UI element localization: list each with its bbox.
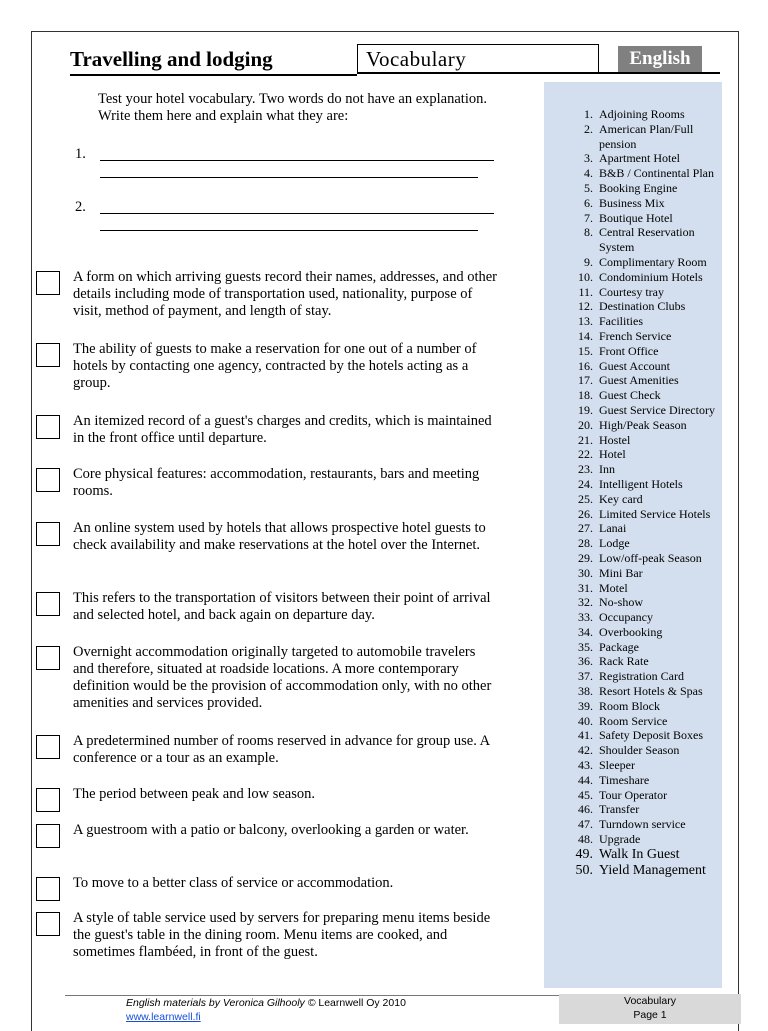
vocabulary-item [544, 122, 722, 152]
definition-text: A form on which arriving guests record their names, addresses, and other details including mode of transportation used, nationality, purpose of visit, method of payment, and length of stay. [73, 269, 498, 319]
vocabulary-term: Hotel [599, 447, 626, 462]
vocabulary-number: 14. [578, 328, 593, 343]
vocabulary-term: French Service [599, 328, 672, 343]
definition-text: This refers to the transportation of visitors between their point of arrival and selected hotel, and back again on departure day. [73, 590, 491, 623]
language-badge: English [618, 46, 702, 72]
vocabulary-number: 40. [578, 713, 593, 728]
vocabulary-term: Guest Amenities [599, 373, 679, 388]
vocabulary-term: Walk In Guest [599, 846, 680, 862]
vocabulary-term: Room Block [599, 698, 661, 713]
worksheet-header [70, 44, 720, 74]
vocabulary-item [544, 477, 722, 492]
vocabulary-item [544, 773, 722, 788]
vocabulary-number: 15. [578, 343, 593, 358]
section-label: Vocabulary [357, 44, 599, 74]
vocabulary-term: Guest Check [599, 388, 661, 403]
definition-text: An online system used by hotels that allows prospective hotel guests to check availability and make reservations at the hotel over the Internet. [73, 520, 486, 553]
vocabulary-term: Upgrade [599, 832, 641, 847]
vocabulary-item [544, 196, 722, 211]
vocabulary-term: Lodge [599, 536, 630, 551]
vocabulary-number: 13. [578, 314, 593, 329]
vocabulary-number: 24. [578, 476, 593, 491]
answer-box[interactable] [36, 522, 60, 546]
vocabulary-item [544, 847, 722, 864]
answer-line[interactable] [100, 160, 494, 161]
vocabulary-term: Inn [599, 462, 615, 477]
blank-number: 1. [75, 146, 86, 162]
vocabulary-term: Motel [599, 580, 628, 595]
vocabulary-term: Mini Bar [599, 565, 643, 580]
vocabulary-number: 36. [578, 654, 593, 669]
answer-box[interactable] [36, 912, 60, 936]
vocabulary-item [544, 625, 722, 640]
vocabulary-number: 42. [578, 743, 593, 758]
credit-text: English materials by Veronica Gilhooly © [126, 997, 316, 1009]
vocabulary-number: 10. [578, 269, 593, 284]
vocabulary-term: Registration Card [599, 669, 684, 684]
vocabulary-number: 11. [578, 284, 593, 299]
definition-text: An itemized record of a guest's charges and credits, which is maintained in the front office until departure. [73, 413, 492, 446]
vocabulary-term: Guest Service Directory [599, 402, 715, 417]
vocabulary-number: 28. [578, 536, 593, 551]
answer-line[interactable] [100, 213, 494, 214]
vocabulary-number: 48. [578, 832, 593, 847]
vocabulary-term: Package [599, 639, 639, 654]
vocabulary-number: 19. [578, 402, 593, 417]
vocabulary-number: 33. [578, 610, 593, 625]
answer-box[interactable] [36, 646, 60, 670]
answer-box[interactable] [36, 271, 60, 295]
vocabulary-list [544, 107, 722, 880]
vocabulary-number: 21. [578, 432, 593, 447]
vocabulary-item [544, 270, 722, 285]
vocabulary-term: Front Office [599, 343, 659, 358]
vocabulary-item [544, 863, 722, 880]
vocabulary-item [544, 507, 722, 522]
vocabulary-item [544, 314, 722, 329]
vocabulary-item [544, 166, 722, 181]
definition-text: The ability of guests to make a reservation for one out of a number of hotels by contacting one agency, contracted by the hotels acting as a group. [73, 341, 477, 391]
answer-box[interactable] [36, 415, 60, 439]
vocabulary-number: 41. [578, 728, 593, 743]
vocabulary-number: 4. [584, 166, 593, 181]
vocabulary-number: 6. [584, 195, 593, 210]
answer-box[interactable] [36, 468, 60, 492]
vocabulary-term: Overbooking [599, 624, 663, 639]
definition-text: Overnight accommodation originally targeted to automobile travelers and therefore, situated at roadside locations. A more contemporary definition would be the provision of accommodation only, with no other amenities and services provided. [73, 644, 492, 711]
language-cell [599, 44, 720, 74]
vocabulary-number: 5. [584, 180, 593, 195]
vocabulary-term: Occupancy [599, 610, 653, 625]
vocabulary-term: Key card [599, 491, 643, 506]
vocabulary-number: 43. [578, 758, 593, 773]
answer-box[interactable] [36, 824, 60, 848]
vocabulary-number: 16. [578, 358, 593, 373]
vocabulary-number: 38. [578, 684, 593, 699]
vocabulary-term: B&B / Continental Plan [599, 166, 715, 181]
vocabulary-item [544, 388, 722, 403]
vocabulary-number: 3. [584, 151, 593, 166]
vocabulary-number: 39. [578, 698, 593, 713]
worksheet-title: Travelling and lodging [70, 44, 357, 76]
vocabulary-item [544, 211, 722, 226]
vocabulary-number: 25. [578, 491, 593, 506]
vocabulary-number: 31. [578, 580, 593, 595]
vocabulary-item [544, 329, 722, 344]
vocabulary-term: Tour Operator [599, 787, 668, 802]
vocabulary-number: 37. [578, 669, 593, 684]
page-number: Page 1 [633, 1009, 667, 1021]
definition-text: A guestroom with a patio or balcony, overlooking a garden or water. [73, 822, 469, 838]
vocabulary-item [544, 728, 722, 743]
vocabulary-number: 20. [578, 417, 593, 432]
vocabulary-item [544, 669, 722, 684]
answer-box[interactable] [36, 343, 60, 367]
vocabulary-number: 23. [578, 462, 593, 477]
vocabulary-term: Limited Service Hotels [599, 506, 711, 521]
vocabulary-term: Safety Deposit Boxes [599, 728, 703, 743]
vocabulary-item [544, 521, 722, 536]
vocabulary-term: Hostel [599, 432, 631, 447]
vocabulary-number: 34. [578, 624, 593, 639]
vocabulary-item [544, 714, 722, 729]
vocabulary-item [544, 610, 722, 625]
footer-page-box [559, 994, 741, 1024]
vocabulary-number: 26. [578, 506, 593, 521]
vocabulary-item [544, 255, 722, 270]
vocabulary-item [544, 433, 722, 448]
vocabulary-item [544, 462, 722, 477]
vocabulary-term: Room Service [599, 713, 668, 728]
vocabulary-item [544, 817, 722, 832]
vocabulary-term: Lanai [599, 521, 627, 536]
footer-section: Vocabulary [624, 995, 676, 1007]
vocabulary-term: Condominium Hotels [599, 269, 703, 284]
vocabulary-term: Adjoining Rooms [599, 107, 685, 121]
vocabulary-term: Transfer [599, 802, 640, 817]
vocabulary-number: 49. [575, 846, 593, 862]
vocabulary-number: 7. [584, 210, 593, 225]
vocabulary-number: 47. [578, 817, 593, 832]
definition-text: The period between peak and low season. [73, 786, 315, 802]
vocabulary-term: Guest Account [599, 358, 670, 373]
vocabulary-item [544, 344, 722, 359]
vocabulary-number: 2. [584, 121, 593, 136]
footer-credit [126, 996, 406, 1024]
vocabulary-term: Low/off-peak Season [599, 550, 702, 565]
vocabulary-item [544, 802, 722, 817]
blank-number: 2. [75, 199, 86, 215]
vocabulary-item [544, 373, 722, 388]
vocabulary-term: Rack Rate [599, 654, 649, 669]
vocabulary-item [544, 566, 722, 581]
vocabulary-term: Shoulder Season [599, 743, 680, 758]
answer-line[interactable] [100, 177, 478, 178]
vocabulary-number: 44. [578, 772, 593, 787]
vocabulary-number: 17. [578, 373, 593, 388]
vocabulary-term: Facilities [599, 314, 643, 329]
vocabulary-number: 45. [578, 787, 593, 802]
vocabulary-number: 30. [578, 565, 593, 580]
answer-line[interactable] [100, 230, 478, 231]
vocabulary-item [544, 403, 722, 418]
answer-box[interactable] [36, 877, 60, 901]
vocabulary-item [544, 492, 722, 507]
vocabulary-number: 27. [578, 521, 593, 536]
vocabulary-item [544, 684, 722, 699]
answer-box[interactable] [36, 735, 60, 759]
vocabulary-item [544, 151, 722, 166]
vocabulary-item [544, 699, 722, 714]
vocabulary-number: 29. [578, 550, 593, 565]
website-link[interactable]: www.learnwell.fi [126, 1011, 201, 1023]
vocabulary-term: Central Reservation System [599, 225, 695, 255]
definition-text: A style of table service used by servers for preparing menu items beside the guest's table in the dining room. Menu items are cooked, and sometimes flambéed, in front of the guest. [73, 910, 491, 960]
vocabulary-number: 8. [584, 225, 593, 240]
vocabulary-term: Courtesy tray [599, 284, 664, 299]
vocabulary-term: American Plan/Full pension [599, 121, 694, 151]
vocabulary-item [544, 743, 722, 758]
vocabulary-number: 50. [575, 863, 593, 879]
vocabulary-item [544, 418, 722, 433]
vocabulary-item [544, 581, 722, 596]
vocabulary-item [544, 285, 722, 300]
definition-text: Core physical features: accommodation, restaurants, bars and meeting rooms. [73, 466, 480, 499]
vocabulary-item [544, 299, 722, 314]
vocabulary-term: High/Peak Season [599, 417, 687, 432]
vocabulary-term: Boutique Hotel [599, 210, 673, 225]
vocabulary-term: Timeshare [599, 772, 650, 787]
definition-text: To move to a better class of service or accommodation. [73, 875, 394, 891]
vocabulary-sidebar [544, 82, 722, 988]
vocabulary-term: Booking Engine [599, 180, 678, 195]
definition-text: A predetermined number of rooms reserved in advance for group use. A conference or a tour as an example. [73, 733, 490, 766]
vocabulary-term: Resort Hotels & Spas [599, 684, 703, 699]
company-text: Learnwell Oy 2010 [318, 997, 406, 1009]
vocabulary-number: 35. [578, 639, 593, 654]
vocabulary-number: 1. [584, 107, 593, 121]
vocabulary-term: No-show [599, 595, 643, 610]
vocabulary-number: 22. [578, 447, 593, 462]
vocabulary-term: Destination Clubs [599, 299, 686, 314]
vocabulary-term: Intelligent Hotels [599, 476, 683, 491]
vocabulary-term: Yield Management [599, 863, 706, 879]
vocabulary-item [544, 551, 722, 566]
answer-box[interactable] [36, 788, 60, 812]
answer-box[interactable] [36, 592, 60, 616]
vocabulary-number: 46. [578, 802, 593, 817]
vocabulary-item [544, 654, 722, 669]
vocabulary-item [544, 225, 722, 255]
vocabulary-item [544, 447, 722, 462]
vocabulary-number: 9. [584, 254, 593, 269]
vocabulary-item [544, 788, 722, 803]
vocabulary-term: Complimentary Room [599, 254, 707, 269]
vocabulary-item [544, 595, 722, 610]
vocabulary-item [544, 832, 722, 847]
vocabulary-term: Apartment Hotel [599, 151, 680, 166]
instructions: Test your hotel vocabulary. Two words do not have an explanation. Write them here and explain what they are: [98, 91, 487, 124]
vocabulary-item [544, 536, 722, 551]
vocabulary-number: 18. [578, 388, 593, 403]
vocabulary-item [544, 359, 722, 374]
vocabulary-term: Turndown service [599, 817, 686, 832]
vocabulary-number: 12. [578, 299, 593, 314]
vocabulary-item [544, 640, 722, 655]
vocabulary-item [544, 107, 722, 122]
vocabulary-term: Sleeper [599, 758, 635, 773]
vocabulary-term: Business Mix [599, 195, 665, 210]
vocabulary-item [544, 181, 722, 196]
vocabulary-item [544, 758, 722, 773]
vocabulary-number: 32. [578, 595, 593, 610]
